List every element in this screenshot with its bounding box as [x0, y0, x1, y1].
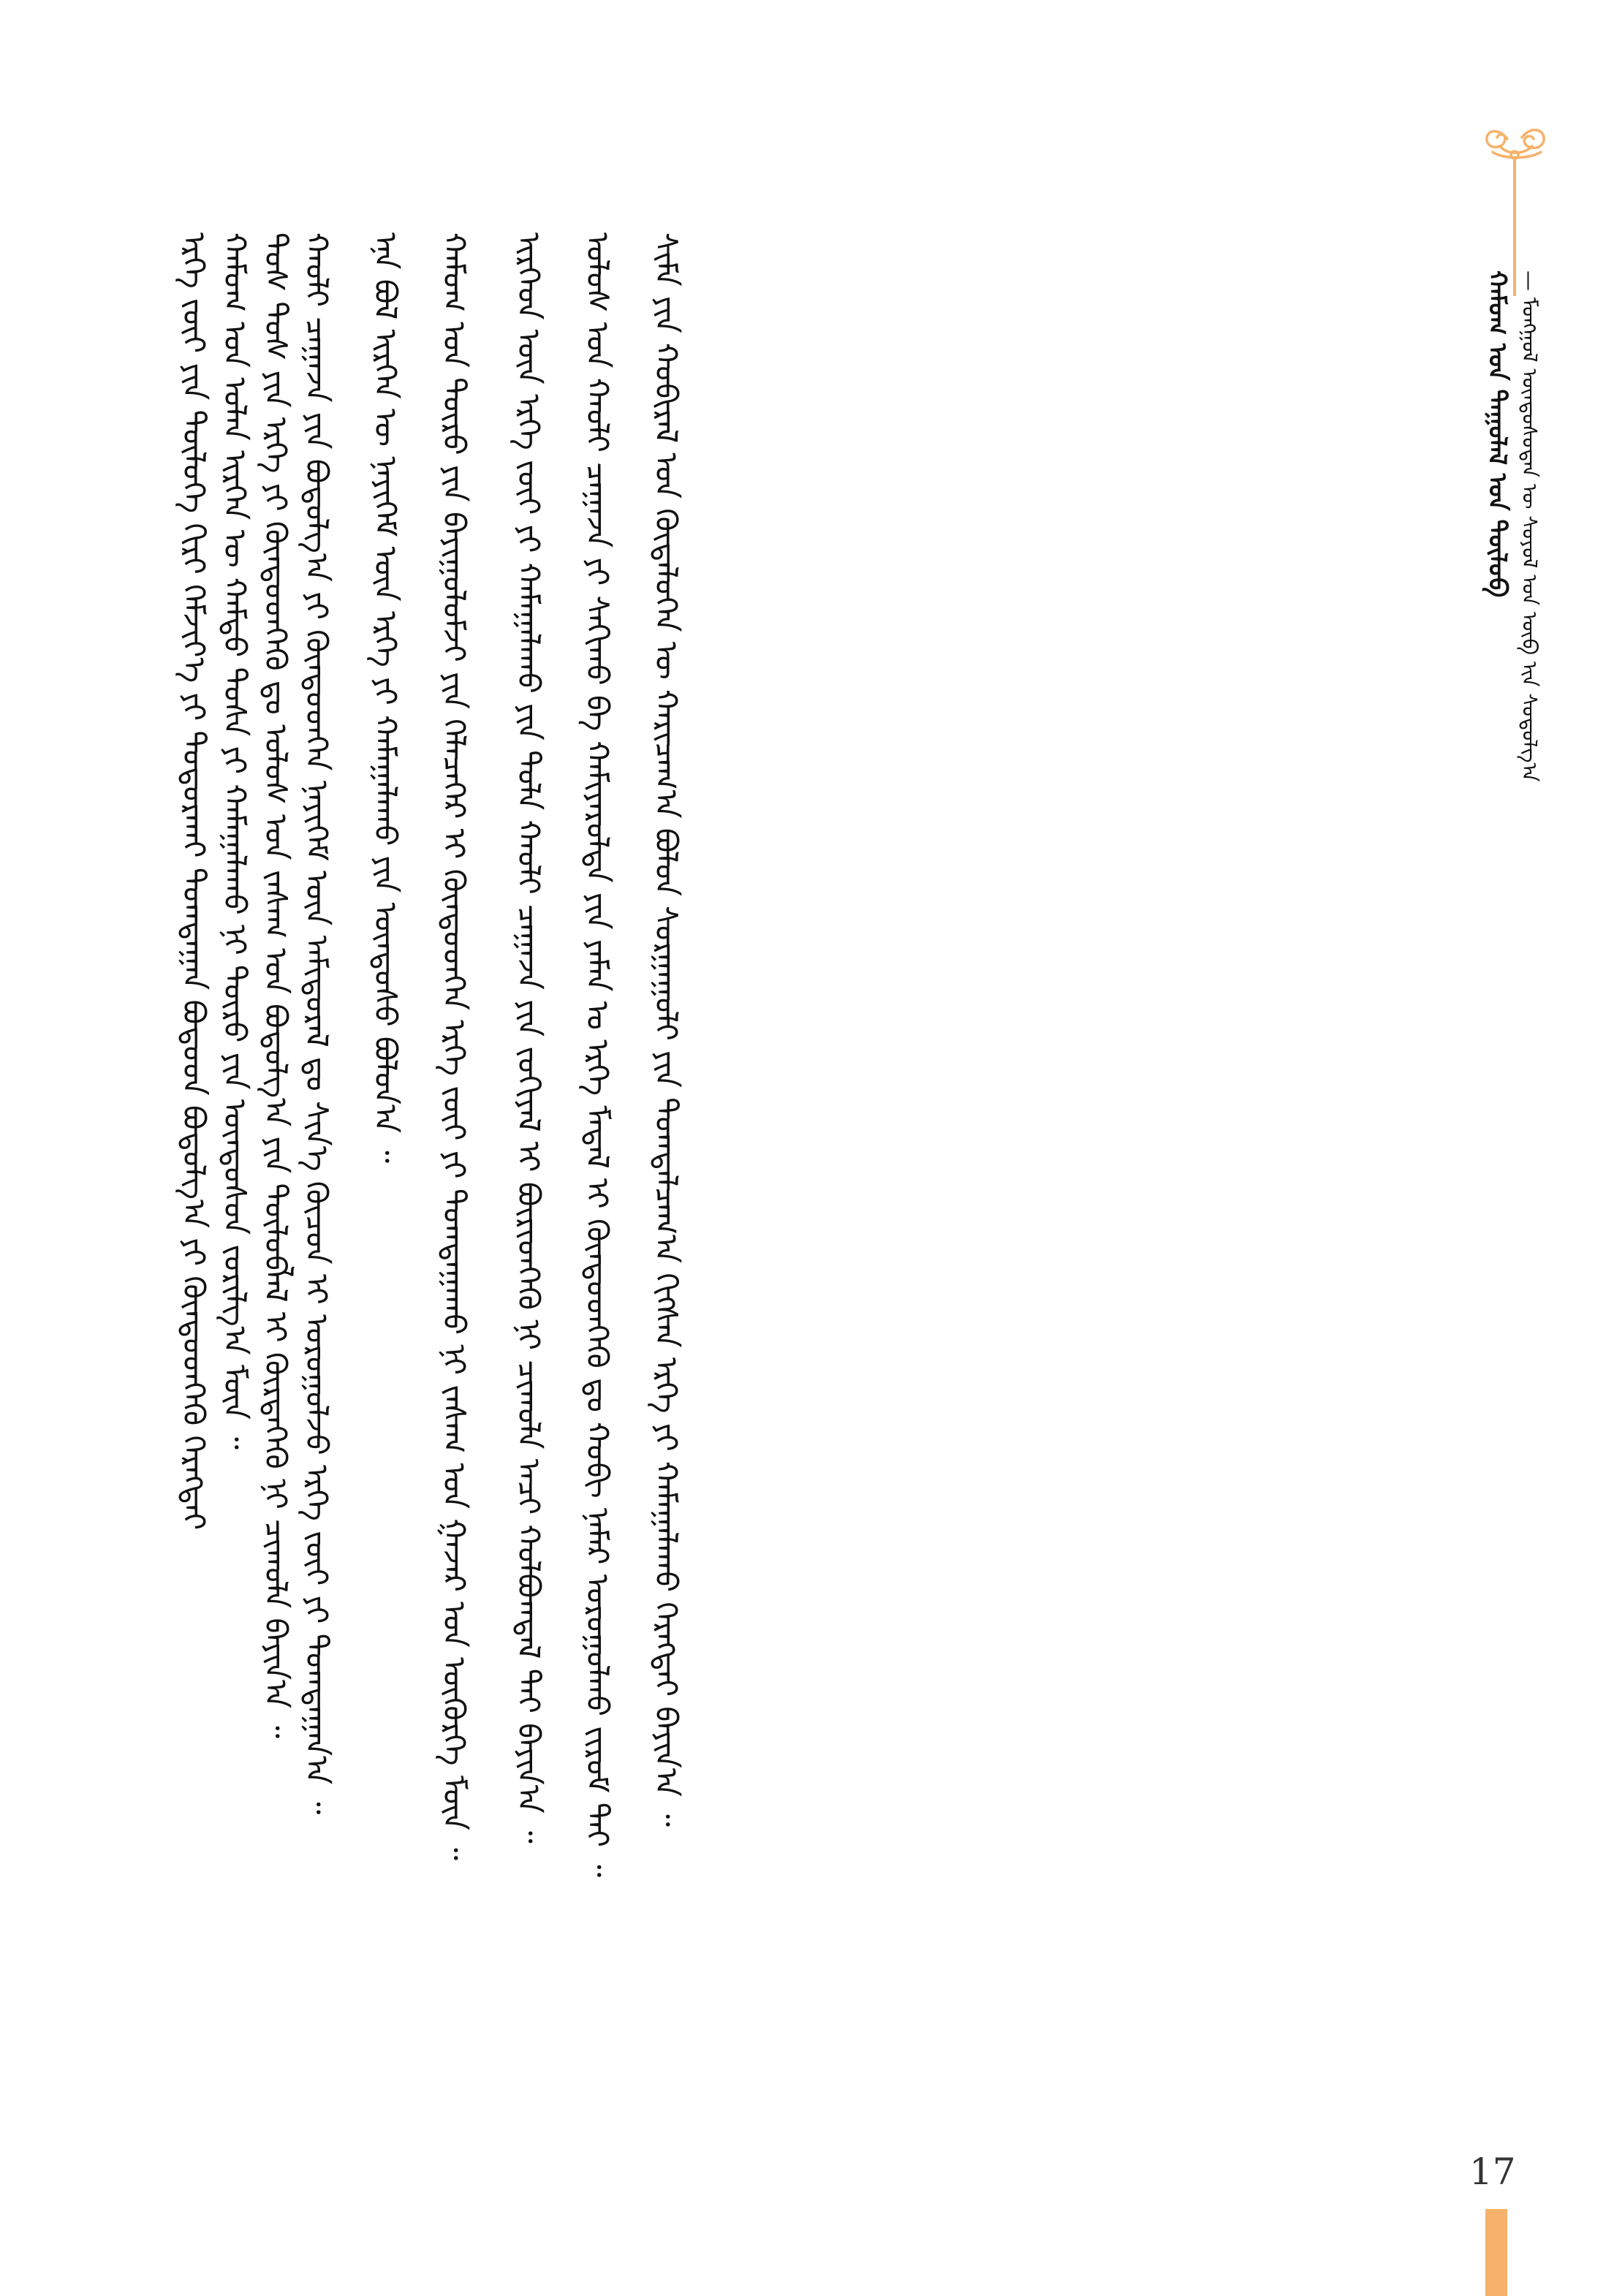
page-number: 17	[1469, 2151, 1516, 2193]
body-line-3-3: ᠬᠠᠮᠤᠭ ᠤᠨ ᠣᠯᠠᠨ ᠢᠷᠭᠡᠨ ᠦ ᠬᠠᠮᠲᠤ ᠲᠤᠰᠠ ᠶᠢ ᠬᠠᠮᠠᠭᠠᠯᠠᠬᠤ ᠨᠢ ᠲᠥᠷᠦ ᠶᠢᠨ ᠦᠨᠳᠦᠰᠦᠨ ᠵᠣᠷᠢᠯᠭ᠎ᠠ ᠮᠥᠨ ᠃	[217, 232, 253, 1450]
body-line-3-1: ᠬᠠᠤᠯᠢ ᠴᠠᠭᠠᠵᠠ ᠶᠢᠨ ᠪᠣᠳᠤᠯᠭ᠎ᠠ ᠶᠢ ᠬᠦᠨᠳᠦᠳᠬᠡᠨ ᠨᠡᠶᠢᠭᠡᠮ ᠦᠨ ᠠᠮᠢᠳᠤᠷᠠᠯ ᠳᠤ ᠰᠢᠨ᠎ᠡ ᠬᠦᠴᠦᠨ ᠢ ᠣᠷᠤᠭᠤᠯᠵᠤ ᠡᠷᠬᠡ ᠵᠦᠢ ᠶᠢ ᠲᠣᠭᠲᠠᠭᠠᠨ᠎ᠠ ᠃	[299, 232, 335, 1815]
body-line-1-3: ᠢᠷᠭᠡᠳ ᠦᠨ ᠡᠷᠬᠡ ᠵᠦᠢ ᠶᠢ ᠬᠠᠮᠠᠭᠠᠯᠠᠬᠤ ᠶᠢᠨ ᠲᠣᠯᠠ ᠬᠠᠤᠯᠢ ᠴᠠᠭᠠᠵᠠ ᠶᠢᠨ ᠵᠣᠬᠢᠶᠠᠯ ᠢ ᠪᠦᠷᠢᠳᠬᠡᠬᠦ ᠨᠢ ᠴᠢᠬᠤᠯᠠ ᠠᠴᠢ ᠬᠣᠯᠪᠣᠭᠳᠠᠯ ᠲᠠᠢ ᠪᠠᠶᠢᠨ᠎ᠠ ᠃	[511, 232, 547, 1844]
running-header-subtitle	[1512, 270, 1547, 781]
header-dash: —	[1518, 270, 1542, 291]
body-line-3-2: ᠲᠤᠰ ᠲᠤᠰ ᠶᠢᠨ ᠡᠷᠬᠡ ᠶᠢ ᠬᠦᠨᠳᠦᠳᠬᠡᠬᠦ ᠳᠤ ᠤᠯᠤᠰ ᠤᠨ ᠵᠠᠰᠠᠭ ᠤᠨ ᠪᠣᠳᠤᠯᠭ᠎ᠠ ᠶᠢᠨ ᠲᠥᠯᠥᠪᠯᠡᠯ ᠢ ᠬᠦᠷᠲᠡᠭᠡᠬᠦ ᠨᠢ ᠴᠢᠬᠤᠯᠠ ᠪᠠᠶᠢᠨ᠎ᠠ ᠃	[258, 232, 294, 1739]
body-line-2-2: ᠡᠨᠡ ᠪᠣᠯ ᠢᠷᠭᠡᠨ ᠦ ᠨᠡᠶᠢᠭᠡᠮ ᠦᠨ ᠡᠷᠬᠡ ᠶᠢ ᠬᠠᠮᠠᠭᠠᠯᠠᠬᠤ ᠶᠢᠨ ᠦᠨᠳᠦᠰᠦ ᠪᠣᠯᠣᠨ᠎ᠠ ᠃	[368, 232, 404, 1164]
body-line-1-1: ᠰᠢᠮᠡ ᠶᠢᠨ ᠬᠤᠪᠢᠷᠠᠯ ᠤᠨ ᠬᠦᠳᠡᠯᠦᠭᠡᠨ ᠦ ᠬᠠᠷᠢᠴᠠᠭ᠎ᠠ ᠪᠣᠯᠤᠨ ᠰᠤᠷᠭᠠᠭᠤᠯᠢ ᠶᠢᠨ ᠲᠣᠭᠲᠠᠯᠴᠠᠭ᠎ᠠ ᠬᠢᠭᠰᠡᠨ ᠡᠷᠬᠡ ᠶᠢ ᠬᠠᠮᠠᠭᠠᠯᠠᠬᠤ ᠬᠡᠷᠡᠭᠲᠡᠢ ᠪᠠᠶᠢᠨ᠎ᠠ ᠃	[648, 232, 684, 1827]
header-subtitle-text: ᠮᠣᠩᠭᠣᠯ ᠦᠨᠳᠦᠰᠦᠲᠡᠨ ᠦ ᠰᠣᠶᠣᠯ ᠤᠨ ᠦᠪ ᠢᠨ ᠰᠤᠳᠤᠯᠭ᠎ᠠ	[1518, 297, 1542, 782]
running-header-title: ᠬᠠᠮᠤᠭ ᠤᠨ ᠲᠠᠭᠤᠯᠠᠯ ᠤᠨ ᠲᠦᠯᠦᠪ	[1482, 270, 1512, 598]
body-line-3-4: ᠡᠷᠬᠡ ᠵᠦᠢ ᠶᠢᠨ ᠲᠥᠯᠥᠭᠡ ᠬᠢᠷᠢ ᠬᠡᠮᠵᠢᠶ᠎ᠡ ᠶᠢ ᠲᠣᠳᠤᠷᠬᠠᠢ ᠲᠣᠭᠲᠠᠭᠠᠨ ᠪᠣᠳᠤᠳ ᠪᠣᠳᠤᠯᠭ᠎ᠠ ᠶᠢ ᠬᠦᠨᠳᠦᠳᠬᠡᠬᠦ ᠬᠡᠷᠡᠭᠲᠡᠢ	[176, 232, 212, 1531]
body-line-2-1: ᠬᠠᠮᠤᠭ ᠤᠨ ᠲᠦᠷᠦ ᠶᠢᠨ ᠪᠠᠶᠢᠭᠤᠯᠤᠮᠵᠢ ᠶᠢᠨ ᠬᠡᠯᠡᠴᠡᠭᠡᠷ ᠢ ᠬᠦᠨᠳᠦᠳᠬᠡᠨ ᠡᠷᠬᠡ ᠵᠦᠢ ᠶᠢ ᠲᠣᠭᠲᠠᠭᠠᠬᠤ ᠨᠢ ᠵᠠᠰᠠᠭ ᠤᠨ ᠭᠠᠵᠠᠷ ᠤᠨ ᠦᠬᠦᠷᠭᠡ ᠮᠥᠨ ᠃	[436, 232, 472, 1860]
body-line-1-2: ᠤᠯᠤᠰ ᠤᠨ ᠬᠠᠤᠯᠢ ᠴᠠᠭᠠᠵᠠ ᠶᠢ ᠰᠠᠬᠢᠬᠤ ᠪᠠ ᠬᠠᠮᠢᠶᠠᠷᠤᠯᠲᠠ ᠶᠢᠨ ᠶᠠᠮᠠᠨ ᠤ ᠡᠷᠬᠡ ᠮᠡᠳᠡᠯ ᠢ ᠬᠦᠨᠳᠦᠳᠬᠡᠬᠦ ᠳᠤ ᠬᠤᠪᠢ ᠨᠡᠮᠡᠷ ᠣᠷᠤᠭᠤᠯᠬᠤ ᠵᠢᠷᠤᠮ ᠲᠠᠢ ᠃	[580, 232, 615, 1877]
page-edge-tab	[1485, 2209, 1507, 2296]
